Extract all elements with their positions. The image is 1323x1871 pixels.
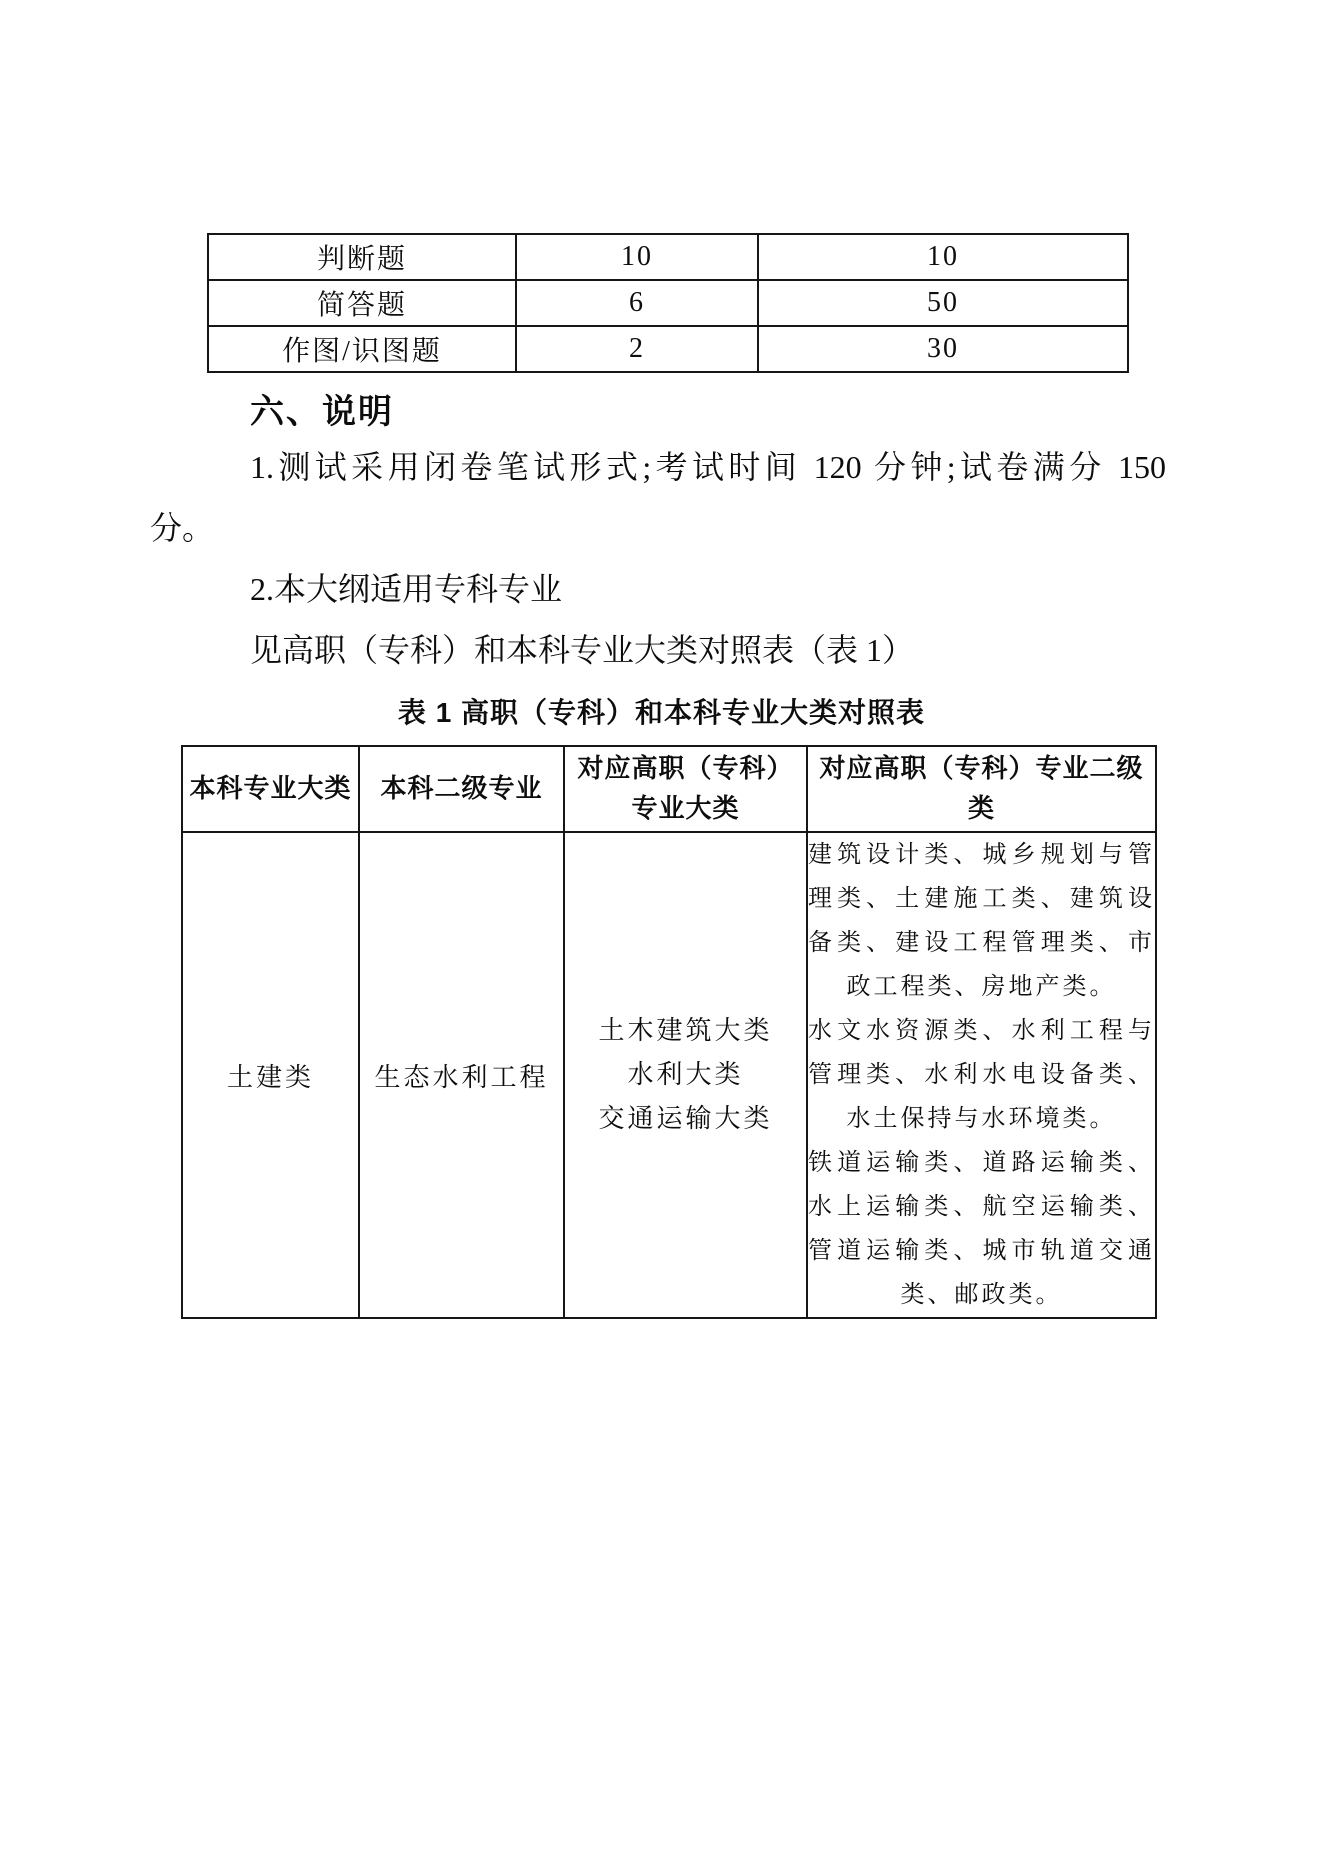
table-row — [208, 326, 1128, 372]
vocational-subcategory-paragraph: 铁道运输类、道路运输类、水上运输类、航空运输类、管道运输类、城市轨道交通类、邮政类。 — [808, 1150, 1155, 1308]
paragraph-see-table: 见高职（专科）和本科专业大类对照表（表 1） — [250, 632, 915, 668]
header-vocational-subcategory: 对应高职（专科）专业二级类 — [807, 746, 1156, 832]
question-score-cell: 10 — [758, 234, 1128, 280]
paragraph-exam-format-line2: 分。 — [150, 510, 215, 546]
question-type-cell: 判断题 — [208, 234, 516, 280]
undergrad-category-cell: 土建类 — [182, 832, 359, 1318]
question-score-cell: 30 — [758, 326, 1128, 372]
table-row — [208, 234, 1128, 280]
question-count-cell: 10 — [516, 234, 758, 280]
header-vocational-category: 对应高职（专科）专业大类 — [564, 746, 807, 832]
header-undergrad-major: 本科二级专业 — [359, 746, 564, 832]
vocational-subcategory-paragraph: 建筑设计类、城乡规划与管理类、土建施工类、建筑设备类、建设工程管理类、市政工程类、房地产类。 — [808, 842, 1155, 1000]
question-score-cell: 50 — [758, 280, 1128, 326]
header-undergrad-category: 本科专业大类 — [182, 746, 359, 832]
header-row — [182, 746, 1156, 832]
vocational-subcategory-cell — [807, 832, 1156, 1318]
vocational-subcategory-paragraph: 水文水资源类、水利工程与管理类、水利水电设备类、水土保持与水环境类。 — [808, 1018, 1155, 1132]
paragraph-applicable-majors: 2.本大纲适用专科专业 — [250, 571, 563, 607]
section-heading: 六、说明 — [250, 393, 394, 431]
question-count-cell: 2 — [516, 326, 758, 372]
score-table — [207, 233, 1129, 373]
table-caption: 表 1 高职（专科）和本科专业大类对照表 — [397, 697, 926, 728]
vocational-category-line: 土木建筑大类 — [598, 1016, 773, 1045]
mapping-table — [181, 745, 1157, 1319]
undergrad-major-cell: 生态水利工程 — [359, 832, 564, 1318]
table-row — [182, 832, 1156, 1318]
question-type-cell: 作图/识图题 — [208, 326, 516, 372]
vocational-category-cell — [564, 832, 807, 1318]
vocational-category-line: 交通运输大类 — [598, 1104, 773, 1133]
table-row — [208, 280, 1128, 326]
paragraph-exam-format-line1: 1.测试采用闭卷笔试形式;考试时间 120 分钟;试卷满分 150 — [250, 449, 1166, 485]
vocational-category-line: 水利大类 — [627, 1060, 744, 1089]
question-count-cell: 6 — [516, 280, 758, 326]
question-type-cell: 简答题 — [208, 280, 516, 326]
